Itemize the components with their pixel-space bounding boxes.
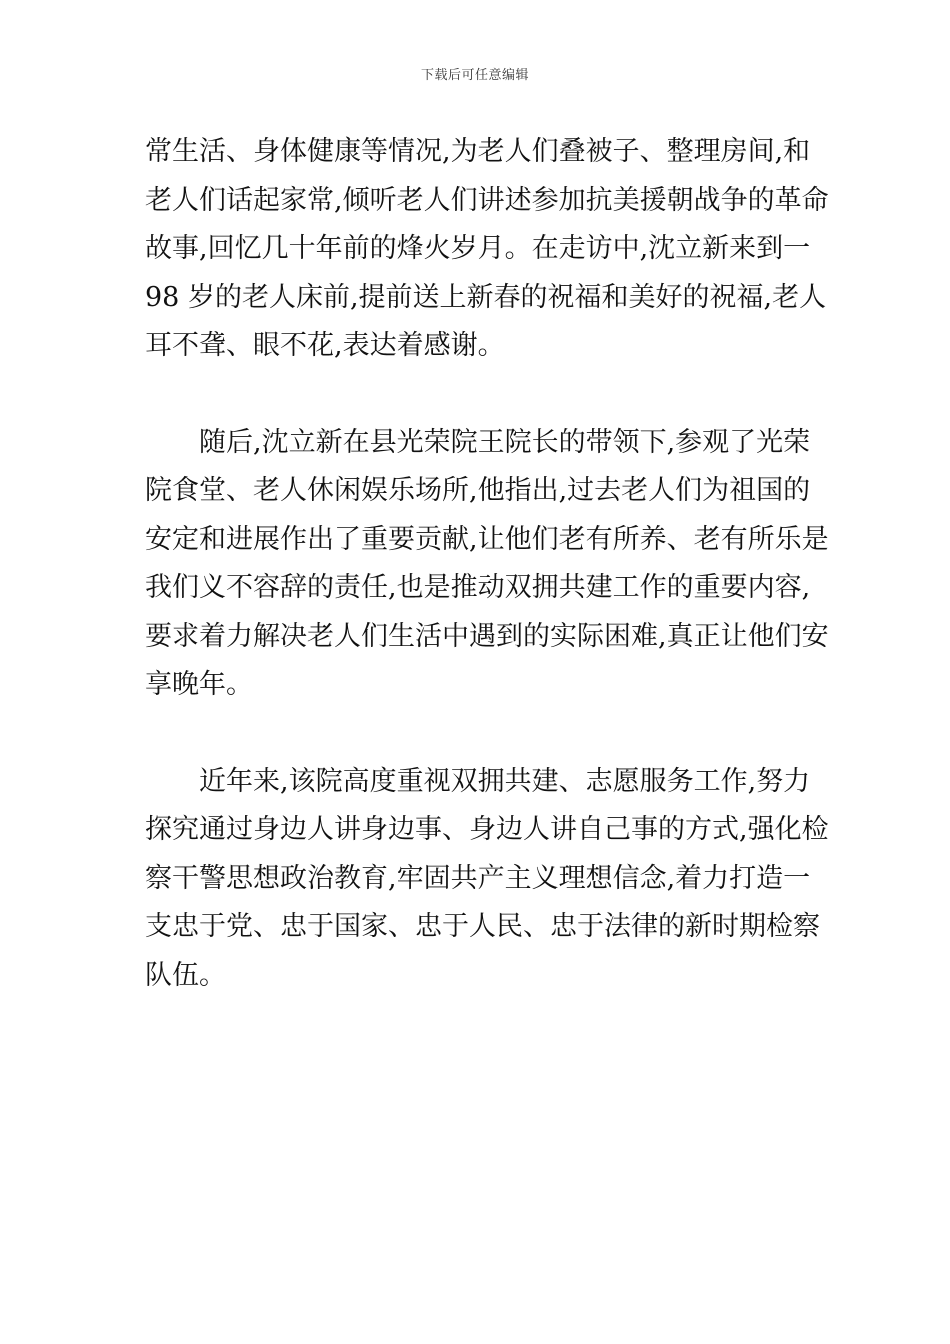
paragraph-line: 队伍。: [145, 959, 226, 991]
paragraph-line: 近年来,该院高度重视双拥共建、志愿服务工作,努力: [199, 765, 811, 797]
paragraph-2: [145, 419, 829, 710]
paragraph-line: 常生活、身体健康等情况,为老人们叠被子、整理房间,和: [145, 136, 811, 167]
paragraph-line: 探究通过身边人讲身边事、身边人讲自己事的方式,强化检: [145, 814, 829, 845]
paragraph-line: 享晚年。: [145, 669, 253, 700]
paragraph-gap: [145, 371, 810, 419]
paragraph-line: 安定和进展作出了重要贡献,让他们老有所养、老有所乐是: [145, 523, 829, 555]
document-body: [145, 128, 829, 1000]
paragraph-line: 98 岁的老人床前,提前送上新春的祝福和美好的祝福,老人: [145, 281, 827, 313]
paragraph-line: 故事,回忆几十年前的烽火岁月。在走访中,沈立新来到一: [145, 233, 811, 264]
paragraph-line: 院食堂、老人休闲娱乐场所,他指出,过去老人们为祖国的: [145, 475, 811, 506]
paragraph-gap: [145, 710, 810, 758]
paragraph-line: 随后,沈立新在县光荣院王院长的带领下,参观了光荣: [199, 426, 811, 458]
paragraph-3: [145, 758, 829, 1001]
paragraph-1: [145, 128, 829, 371]
paragraph-line: 支忠于党、忠于国家、忠于人民、忠于法律的新时期检察: [145, 911, 820, 942]
page-header-note: 下载后可任意编辑: [420, 68, 529, 83]
paragraph-line: 要求着力解决老人们生活中遇到的实际困难,真正让他们安: [145, 620, 829, 652]
paragraph-line: 察干警思想政治教育,牢固共产主义理想信念,着力打造一: [145, 862, 811, 894]
paragraph-line: 我们义不容辞的责任,也是推动双拥共建工作的重要内容,: [145, 572, 811, 603]
paragraph-line: 老人们话起家常,倾听老人们讲述参加抗美援朝战争的革命: [145, 184, 829, 216]
paragraph-line: 耳不聋、眼不花,表达着感谢。: [145, 330, 505, 361]
